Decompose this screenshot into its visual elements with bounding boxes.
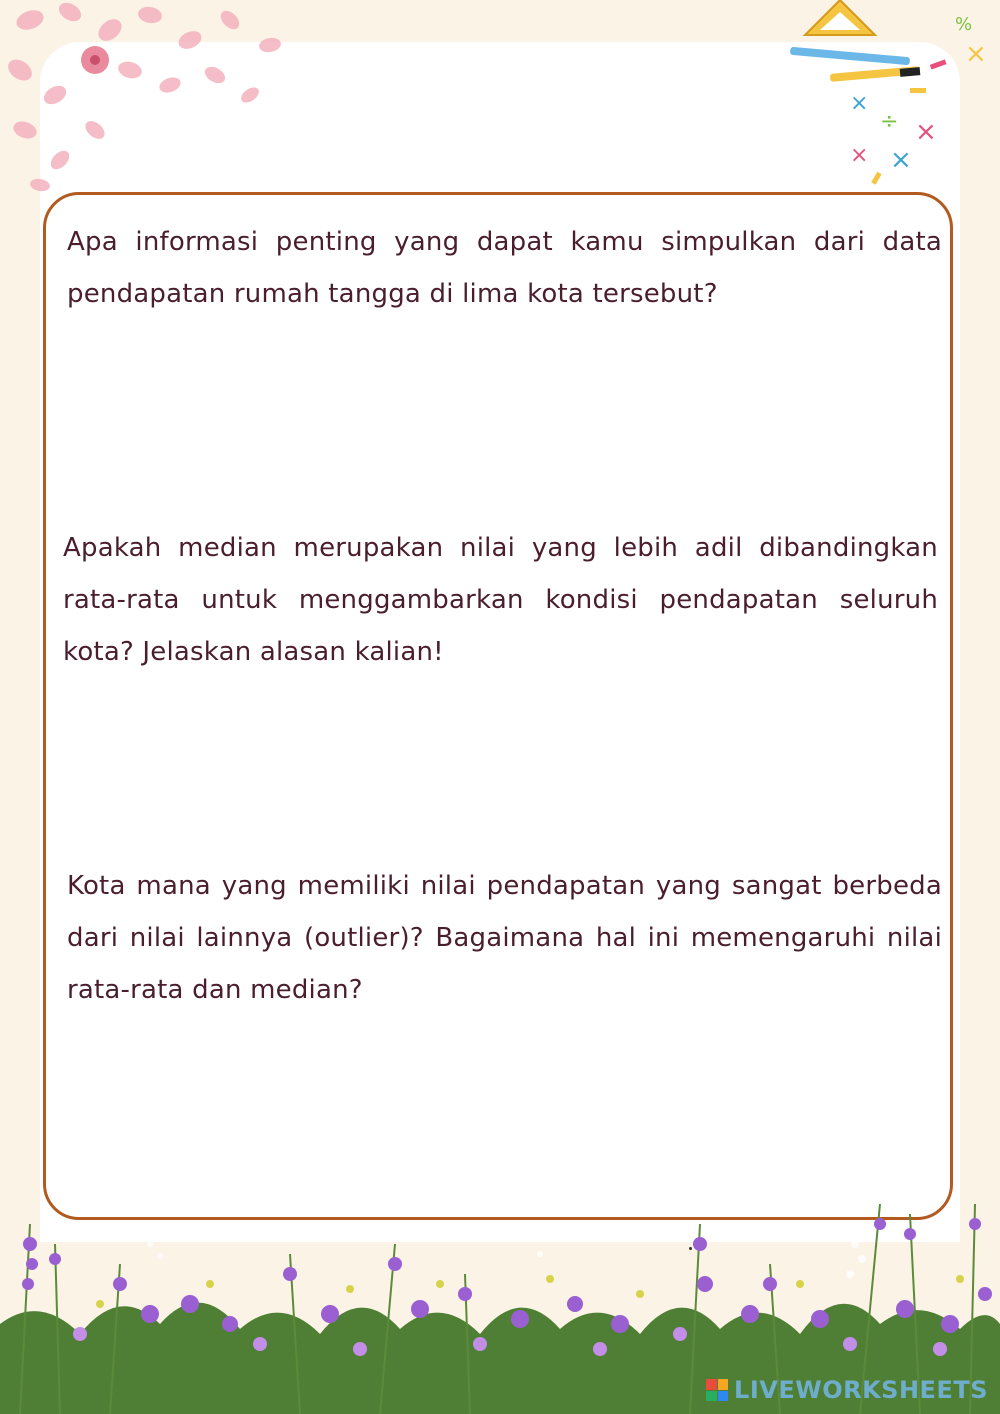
question-2: Apakah median merupakan nilai yang lebih adil dibandingkan rata-rata untuk menggambarkan kondisi pendapatan seluruh kota? Jelaskan alasan kalian! <box>63 533 938 667</box>
liveworksheets-logo-icon <box>706 1379 728 1401</box>
svg-text:×: × <box>965 39 987 69</box>
svg-text:÷: ÷ <box>880 109 899 134</box>
svg-text:×: × <box>850 91 869 116</box>
watermark-text: LIVEWORKSHEETS <box>734 1376 988 1404</box>
svg-text:×: × <box>915 117 937 147</box>
cherry-blossom-petals-decoration <box>0 0 300 200</box>
question-3: Kota mana yang memiliki nilai pendapatan yang sangat berbeda dari nilai lainnya (outlier)? Bagaimana hal ini memengaruhi nilai rata-rata dan median? <box>67 871 942 1005</box>
stationery-math-decoration <box>790 0 1000 190</box>
svg-text:×: × <box>850 143 869 168</box>
svg-text:×: × <box>890 145 912 175</box>
svg-text:%: % <box>955 14 973 35</box>
questions-frame <box>43 192 953 1220</box>
stray-dot <box>689 1247 692 1250</box>
question-1: Apa informasi penting yang dapat kamu simpulkan dari data pendapatan rumah tangga di lima kota tersebut? <box>67 227 942 309</box>
liveworksheets-watermark <box>706 1376 988 1404</box>
